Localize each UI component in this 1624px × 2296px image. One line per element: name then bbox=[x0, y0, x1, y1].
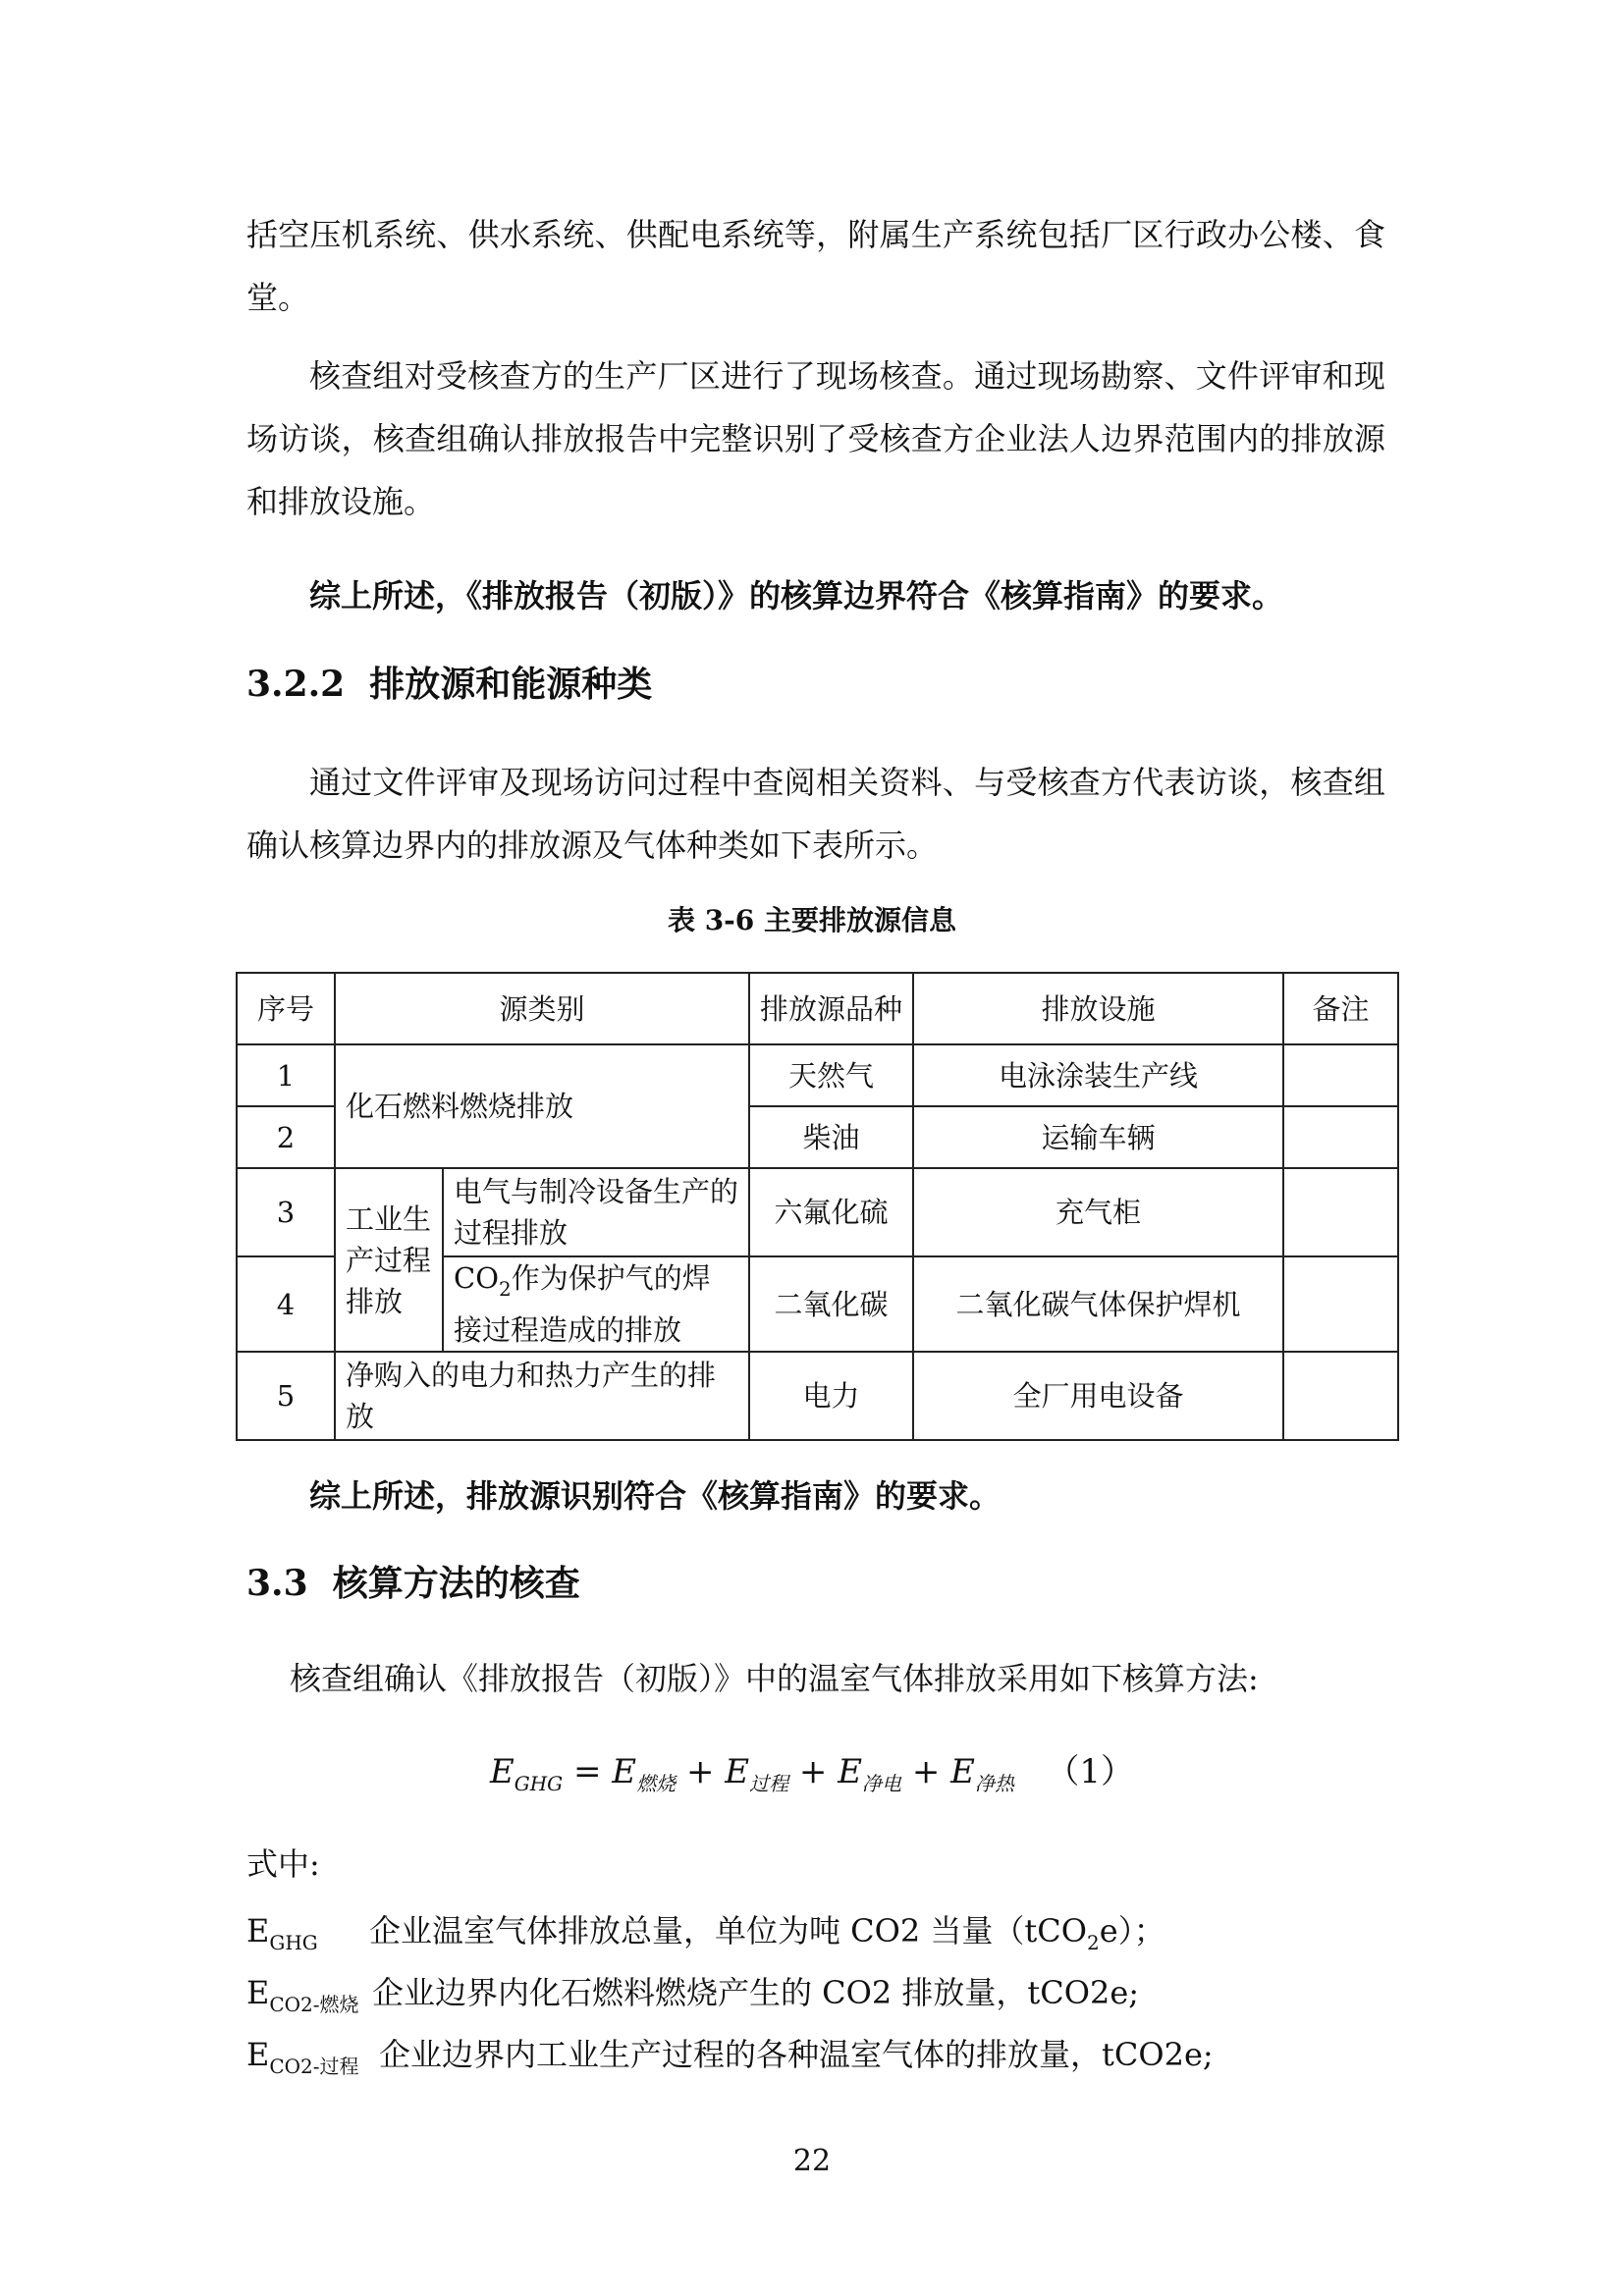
row-source: 六氟化硫 bbox=[749, 1168, 913, 1256]
row-no: 3 bbox=[237, 1168, 335, 1256]
definition-symbol: $E_{CO2-燃烧}$ bbox=[246, 1974, 359, 2016]
row-facility: 二氧化碳气体保护焊机 bbox=[913, 1256, 1283, 1352]
section-heading-3-3 bbox=[246, 1559, 580, 1608]
section-number: 3.3 bbox=[246, 1563, 308, 1604]
row-note bbox=[1283, 1352, 1398, 1440]
category-power: 净购入的电力和热力产生的排放 bbox=[335, 1352, 749, 1440]
category-process: 工业生产过程排放 bbox=[335, 1168, 443, 1352]
section-heading-3-2-2 bbox=[246, 660, 652, 709]
definition-symbol: $E_{CO2-过程}$ bbox=[246, 2036, 359, 2078]
category-fuel: 化石燃料燃烧排放 bbox=[335, 1044, 749, 1168]
header-category: 源类别 bbox=[335, 973, 749, 1044]
where-label: 式中: bbox=[246, 1845, 320, 1883]
header-note: 备注 bbox=[1283, 973, 1398, 1044]
row-no: 4 bbox=[237, 1256, 335, 1352]
paragraph-site-verification: 核查组对受核查方的生产厂区进行了现场核查。通过现场勘察、文件评审和现场访谈，核查组确认排放报告中完整识别了受核查方企业法人边界范围内的排放源和排放设施。 bbox=[246, 357, 1385, 520]
definition-e-process: $E_{CO2-过程}$ 企业边界内工业生产过程的各种温室气体的排放量，tCO2e; bbox=[246, 2023, 1385, 2098]
header-facility: 排放设施 bbox=[913, 973, 1283, 1044]
table-row bbox=[237, 1168, 1398, 1256]
row-facility: 运输车辆 bbox=[913, 1106, 1283, 1168]
table-header-row bbox=[237, 973, 1398, 1044]
row-facility: 充气柜 bbox=[913, 1168, 1283, 1256]
section-title: 核算方法的核查 bbox=[332, 1563, 580, 1604]
conclusion-sources: 综上所述，排放源识别符合《核算指南》的要求。 bbox=[309, 1477, 1001, 1515]
formula-number: （1） bbox=[1046, 1752, 1135, 1791]
paragraph-continuation: 括空压机系统、供水系统、供配电系统等，附属生产系统包括厂区行政办公楼、食堂。 bbox=[246, 216, 1385, 316]
definition-e-combustion: $E_{CO2-燃烧}$ 企业边界内化石燃料燃烧产生的 CO2 排放量，tCO2e; bbox=[246, 1961, 1385, 2036]
category-process-electrical: 电气与制冷设备生产的过程排放 bbox=[443, 1168, 749, 1256]
table-caption: 表 3-6 主要排放源信息 bbox=[667, 904, 957, 936]
section-title: 排放源和能源种类 bbox=[369, 664, 653, 705]
row-note bbox=[1283, 1044, 1398, 1106]
row-source: 柴油 bbox=[749, 1106, 913, 1168]
row-source: 二氧化碳 bbox=[749, 1256, 913, 1352]
row-note bbox=[1283, 1256, 1398, 1352]
formula-ghg-total: $E_{GHG} = E_{燃烧} + E_{过程} + E_{净电} + E_{净热}$ （1） bbox=[489, 1752, 1135, 1795]
row-no: 5 bbox=[237, 1352, 335, 1440]
table-row bbox=[237, 1044, 1398, 1106]
table-row bbox=[237, 1352, 1398, 1440]
definition-symbol: $E_{GHG}$ bbox=[246, 1912, 318, 1954]
conclusion-boundary: 综上所述，《排放报告（初版）》的核算边界符合《核算指南》的要求。 bbox=[309, 577, 1284, 614]
paragraph-method-intro: 核查组确认《排放报告（初版）》中的温室气体排放采用如下核算方法: bbox=[290, 1660, 1259, 1697]
emission-source-table bbox=[236, 972, 1399, 1441]
section-number: 3.2.2 bbox=[246, 664, 346, 705]
definition-e-ghg: $E_{GHG}$ 企业温室气体排放总量，单位为吨 CO2 当量（tCO$_2$e）； bbox=[246, 1899, 1385, 1974]
row-note bbox=[1283, 1106, 1398, 1168]
category-process-welding: $CO_2$作为保护气的焊接过程造成的排放 bbox=[443, 1256, 749, 1352]
row-note bbox=[1283, 1168, 1398, 1256]
row-no: 2 bbox=[237, 1106, 335, 1168]
row-source: 天然气 bbox=[749, 1044, 913, 1106]
paragraph-source-intro: 通过文件评审及现场访问过程中查阅相关资料、与受核查方代表访谈，核查组确认核算边界内的排放源及气体种类如下表所示。 bbox=[246, 764, 1385, 864]
header-source: 排放源品种 bbox=[749, 973, 913, 1044]
row-source: 电力 bbox=[749, 1352, 913, 1440]
row-facility: 全厂用电设备 bbox=[913, 1352, 1283, 1440]
header-no: 序号 bbox=[237, 973, 335, 1044]
row-facility: 电泳涂装生产线 bbox=[913, 1044, 1283, 1106]
row-no: 1 bbox=[237, 1044, 335, 1106]
page-number: 22 bbox=[792, 2144, 832, 2178]
